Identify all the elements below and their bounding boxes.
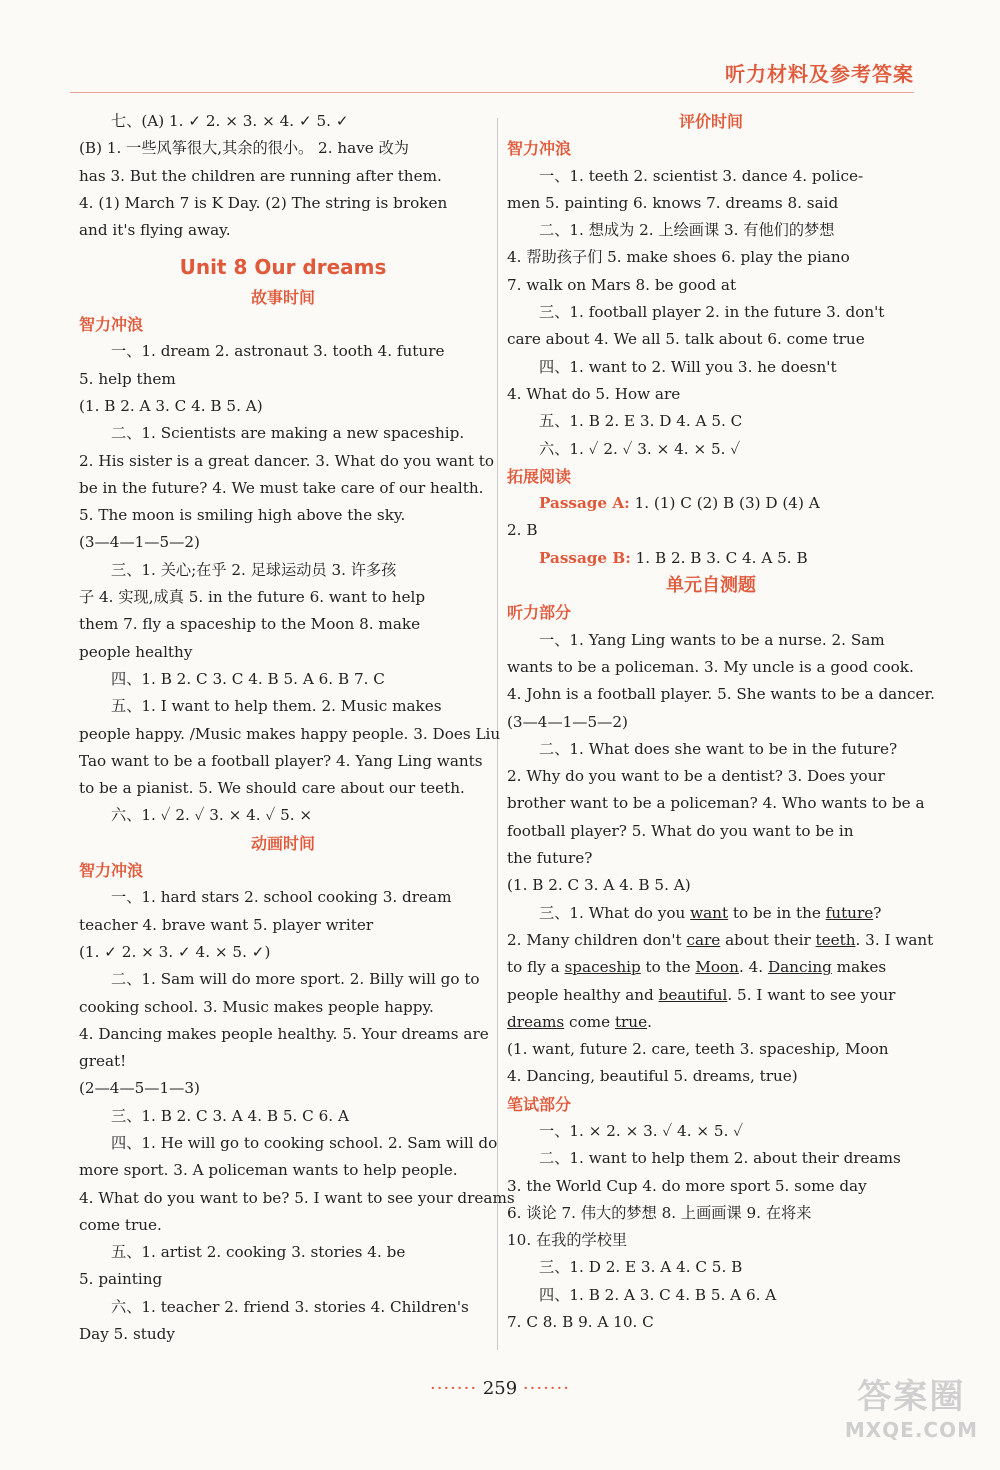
footer-dots-left: ······· — [430, 1378, 478, 1399]
left-column — [79, 108, 515, 1348]
text-line: 2. His sister is a great dancer. 3. What do you want to — [79, 451, 495, 470]
text-segment: . 4. — [738, 958, 768, 977]
underlined-word: want — [690, 903, 729, 922]
text-segment: about their — [720, 930, 816, 949]
text-line: be in the future? 4. We must take care of our health. — [79, 478, 484, 497]
text-line: 五、1. I want to help them. 2. Music makes — [111, 697, 442, 716]
header-rule — [70, 92, 914, 93]
section-heading-unit-test: 单元自测题 — [666, 575, 756, 597]
text-line: has 3. But the children are running after them. — [79, 166, 442, 185]
text-line: 5. help them — [79, 369, 176, 388]
text-line: 7. walk on Mars 8. be good at — [507, 275, 737, 294]
subsection-heading: 智力冲浪 — [79, 315, 144, 335]
text-line: and it's flying away. — [79, 221, 231, 240]
text-line: 4. (1) March 7 is K Day. (2) The string is broken — [79, 193, 448, 212]
watermark-url: MXQE.COM — [844, 1418, 978, 1442]
subsection-heading: 笔试部分 — [507, 1094, 572, 1114]
text-segment: to be in the — [728, 903, 826, 922]
text-line: (1. B 2. C 3. A 4. B 5. A) — [507, 876, 691, 895]
underlined-word: future — [825, 903, 874, 922]
text-line: 四、1. He will go to cooking school. 2. Sam will do — [111, 1133, 498, 1152]
text-line: (B) 1. 一些风筝很大,其余的很小。 2. have 改为 — [79, 139, 409, 158]
text-line: 2. Why do you want to be a dentist? 3. Does your — [507, 767, 885, 786]
section-heading-story: 故事时间 — [250, 287, 315, 307]
text-line: 六、1. ✓ 2. ✓ 3. × 4. × 5. ✓ — [539, 439, 741, 458]
text-line: 三、1. D 2. E 3. A 4. C 5. B — [539, 1258, 743, 1277]
section-heading-animation: 动画时间 — [250, 833, 315, 853]
text-line — [507, 982, 915, 1009]
text-line: (1. ✓ 2. × 3. ✓ 4. × 5. ✓) — [79, 942, 271, 961]
text-line: more sport. 3. A policeman wants to help people. — [79, 1161, 458, 1180]
passage-a-answers: 1. (1) C (2) B (3) D (4) A — [634, 494, 820, 513]
text-segment: . 5. I want to see your — [727, 985, 896, 1004]
text-line: cooking school. 3. Music makes people happy. — [79, 997, 434, 1016]
text-line: 四、1. want to 2. Will you 3. he doesn't — [539, 357, 837, 376]
text-line: 二、1. want to help them 2. about their dreams — [539, 1149, 901, 1168]
subsection-heading: 智力冲浪 — [79, 861, 144, 881]
text-line: people happy. /Music makes happy people. 3. Does Liu — [79, 724, 501, 743]
text-line: 4. What do 5. How are — [507, 384, 681, 403]
text-segment: to fly a — [507, 958, 565, 977]
underlined-word: Moon — [695, 958, 739, 977]
passage-a-label: Passage A: — [539, 494, 630, 513]
text-line: 一、1. hard stars 2. school cooking 3. dream — [111, 888, 452, 907]
underlined-word: care — [686, 930, 721, 949]
text-line — [507, 900, 915, 927]
text-line — [507, 490, 915, 517]
text-line: 4. What do you want to be? 5. I want to see your dreams — [79, 1188, 515, 1207]
text-line: football player? 5. What do you want to be in — [507, 821, 854, 840]
text-line: teacher 4. brave want 5. player writer — [79, 915, 374, 934]
text-segment: come — [564, 1012, 615, 1031]
text-line: men 5. painting 6. knows 7. dreams 8. said — [507, 193, 839, 212]
text-segment: . 3. I want — [855, 930, 934, 949]
text-line: 5. painting — [79, 1270, 163, 1289]
text-line: (2—4—5—1—3) — [79, 1079, 200, 1098]
text-segment: . — [647, 1012, 652, 1031]
text-line: 7. C 8. B 9. A 10. C — [507, 1313, 654, 1332]
text-segment: people healthy and — [507, 985, 659, 1004]
text-line: come true. — [79, 1215, 162, 1234]
text-line: 三、1. football player 2. in the future 3. don't — [539, 303, 885, 322]
text-line — [507, 1009, 915, 1036]
text-line: (1. want, future 2. care, teeth 3. spaceship, Moon — [507, 1040, 889, 1059]
page-header-title: 听力材料及参考答案 — [725, 62, 914, 86]
text-line: Day 5. study — [79, 1325, 175, 1344]
subsection-heading: 拓展阅读 — [507, 466, 572, 486]
underlined-word: teeth — [815, 930, 856, 949]
text-line: 四、1. B 2. C 3. C 4. B 5. A 6. B 7. C — [111, 669, 385, 688]
underlined-word: true — [614, 1012, 648, 1031]
text-line: (3—4—1—5—2) — [507, 712, 628, 731]
text-line: 一、1. × 2. × 3. ✓ 4. × 5. ✓ — [539, 1121, 744, 1140]
text-line: (3—4—1—5—2) — [79, 533, 200, 552]
text-line: 一、1. Yang Ling wants to be a nurse. 2. Sam — [539, 630, 885, 649]
text-line: 六、1. ✓ 2. ✓ 3. × 4. ✓ 5. × — [111, 806, 313, 825]
text-line: 4. Dancing, beautiful 5. dreams, true) — [507, 1067, 798, 1086]
text-line: (1. B 2. A 3. C 4. B 5. A) — [79, 396, 263, 415]
section-heading-evaluation: 评价时间 — [678, 112, 743, 131]
text-line: 二、1. Sam will do more sport. 2. Billy will go to — [111, 970, 480, 989]
text-line: Tao want to be a football player? 4. Yang Ling wants — [79, 751, 483, 770]
subsection-heading: 智力冲浪 — [507, 139, 572, 159]
watermark-logo — [845, 1369, 978, 1442]
text-line: 子 4. 实现,成真 5. in the future 6. want to help — [79, 588, 426, 607]
text-line: 五、1. B 2. E 3. D 4. A 5. C — [539, 412, 743, 431]
text-line: 二、1. 想成为 2. 上绘画课 3. 有他们的梦想 — [539, 221, 835, 240]
watermark-logo-text: 答案圈 — [857, 1377, 966, 1417]
right-column — [507, 108, 935, 1336]
text-line: 七、(A) 1. ✓ 2. × 3. × 4. ✓ 5. ✓ — [111, 112, 349, 130]
text-line — [507, 927, 934, 954]
text-line: brother want to be a policeman? 4. Who wants to be a — [507, 794, 925, 813]
text-line: to be a pianist. 5. We should care about our teeth. — [79, 779, 465, 798]
footer-dots-right: ······· — [522, 1378, 570, 1399]
text-line: care about 4. We all 5. talk about 6. come true — [507, 330, 865, 349]
text-line: the future? — [507, 849, 593, 868]
underlined-word: dreams — [507, 1012, 565, 1031]
text-line: 五、1. artist 2. cooking 3. stories 4. be — [111, 1243, 406, 1262]
unit-title: Unit 8 Our dreams — [179, 255, 387, 280]
text-line: 6. 谈论 7. 伟大的梦想 8. 上画画课 9. 在将来 — [507, 1203, 812, 1222]
text-line — [507, 954, 915, 981]
text-line: 3. the World Cup 4. do more sport 5. some day — [507, 1176, 867, 1195]
text-line: 二、1. Scientists are making a new spaceship. — [111, 424, 465, 443]
text-segment: 2. Many children don't — [507, 930, 687, 949]
text-line: 4. 帮助孩子们 5. make shoes 6. play the piano — [507, 248, 850, 267]
text-line: 一、1. teeth 2. scientist 3. dance 4. police- — [539, 166, 864, 185]
text-line: great! — [79, 1052, 127, 1071]
text-segment: ? — [873, 903, 882, 922]
text-line: 二、1. What does she want to be in the future? — [539, 739, 898, 758]
text-line: 4. John is a football player. 5. She wants to be a dancer. — [507, 685, 935, 704]
text-segment: makes — [831, 958, 887, 977]
underlined-word: spaceship — [564, 958, 641, 977]
passage-b-label: Passage B: — [539, 548, 631, 567]
text-line: wants to be a policeman. 3. My uncle is a good cook. — [507, 657, 914, 676]
page-number: 259 — [482, 1378, 518, 1399]
text-line: 三、1. B 2. C 3. A 4. B 5. C 6. A — [111, 1106, 349, 1125]
text-line: 三、1. 关心;在乎 2. 足球运动员 3. 许多孩 — [111, 560, 397, 579]
text-line: them 7. fly a spaceship to the Moon 8. make — [79, 615, 421, 634]
text-line: 2. B — [507, 521, 538, 540]
text-line: 5. The moon is smiling high above the sky. — [79, 506, 406, 525]
passage-b-answers: 1. B 2. B 3. C 4. A 5. B — [635, 548, 808, 567]
underlined-word: Dancing — [767, 958, 832, 977]
text-line — [507, 545, 915, 572]
text-line: people healthy — [79, 642, 193, 661]
text-line: 四、1. B 2. A 3. C 4. B 5. A 6. A — [539, 1285, 777, 1304]
text-segment: to the — [640, 958, 696, 977]
text-line: 4. Dancing makes people healthy. 5. Your dreams are — [79, 1024, 489, 1043]
text-line: 一、1. dream 2. astronaut 3. tooth 4. future — [111, 342, 445, 361]
text-line: 六、1. teacher 2. friend 3. stories 4. Children's — [111, 1297, 469, 1316]
underlined-word: beautiful — [658, 985, 728, 1004]
text-line: 10. 在我的学校里 — [507, 1231, 628, 1250]
text-segment: 三、1. What do you — [539, 903, 691, 922]
subsection-heading: 听力部分 — [507, 603, 572, 623]
